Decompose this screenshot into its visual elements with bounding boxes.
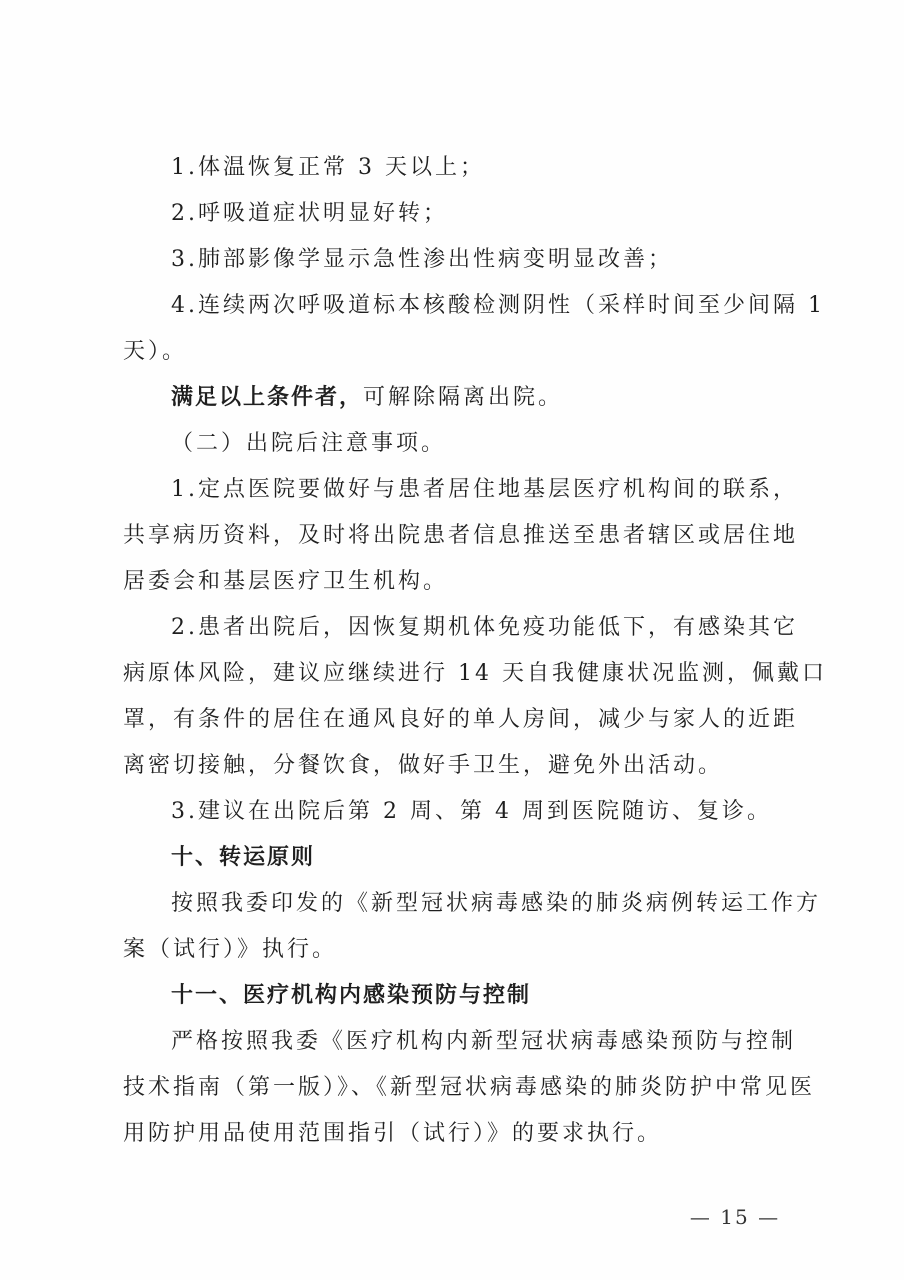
section-eleven-line-3: 用防护用品使用范围指引（试行）》的要求执行。 bbox=[123, 1121, 663, 1146]
after-discharge-p3-line-1: 3.建议在出院后第 2 周、第 4 周到医院随访、复诊。 bbox=[171, 799, 772, 824]
discharge-criteria-item-1: 1.体温恢复正常 3 天以上； bbox=[171, 155, 485, 180]
after-discharge-p1-line-1: 1.定点医院要做好与患者居住地基层医疗机构间的联系， bbox=[171, 477, 798, 502]
document-body bbox=[123, 145, 827, 1157]
section-eleven-line-1: 严格按照我委《医疗机构内新型冠状病毒感染预防与控制 bbox=[171, 1029, 797, 1054]
discharge-condition-bold: 满足以上条件者， bbox=[171, 385, 364, 410]
section-eleven-line-2: 技术指南（第一版）》、《新型冠状病毒感染的肺炎防护中常见医 bbox=[123, 1075, 816, 1100]
section-ten-line-1: 按照我委印发的《新型冠状病毒感染的肺炎病例转运工作方 bbox=[171, 891, 822, 916]
discharge-criteria-item-3: 3.肺部影像学显示急性渗出性病变明显改善； bbox=[171, 247, 673, 272]
discharge-condition-line bbox=[123, 375, 787, 421]
section-ten-line-2: 案（试行）》执行。 bbox=[123, 937, 338, 962]
discharge-criteria-item-4-line-2: 天）。 bbox=[123, 339, 188, 364]
after-discharge-p2-line-1: 2.患者出院后，因恢复期机体免疫功能低下，有感染其它 bbox=[171, 615, 798, 640]
section-ten-title: 十、转运原则 bbox=[171, 845, 316, 870]
discharge-criteria-item-4-line-1: 4.连续两次呼吸道标本核酸检测阴性（采样时间至少间隔 1 bbox=[171, 293, 825, 318]
after-discharge-p1-line-3: 居委会和基层医疗卫生机构。 bbox=[123, 569, 449, 594]
after-discharge-p2-line-3: 罩，有条件的居住在通风良好的单人房间，减少与家人的近距 bbox=[123, 707, 799, 732]
section-eleven-title: 十一、医疗机构内感染预防与控制 bbox=[171, 983, 532, 1008]
after-discharge-p2-line-2: 病原体风险，建议应继续进行 14 天自我健康状况监测，佩戴口 bbox=[123, 661, 827, 686]
page-number: — 15 — bbox=[689, 1205, 781, 1229]
section-two-title: （二）出院后注意事项。 bbox=[171, 431, 447, 456]
discharge-criteria-item-2: 2.呼吸道症状明显好转； bbox=[171, 201, 448, 226]
after-discharge-p1-line-2: 共享病历资料，及时将出院患者信息推送至患者辖区或居住地 bbox=[123, 523, 799, 548]
after-discharge-p2-line-4: 离密切接触，分餐饮食，做好手卫生，避免外出活动。 bbox=[123, 753, 724, 778]
discharge-condition-regular: 可解除隔离出院。 bbox=[363, 385, 564, 410]
